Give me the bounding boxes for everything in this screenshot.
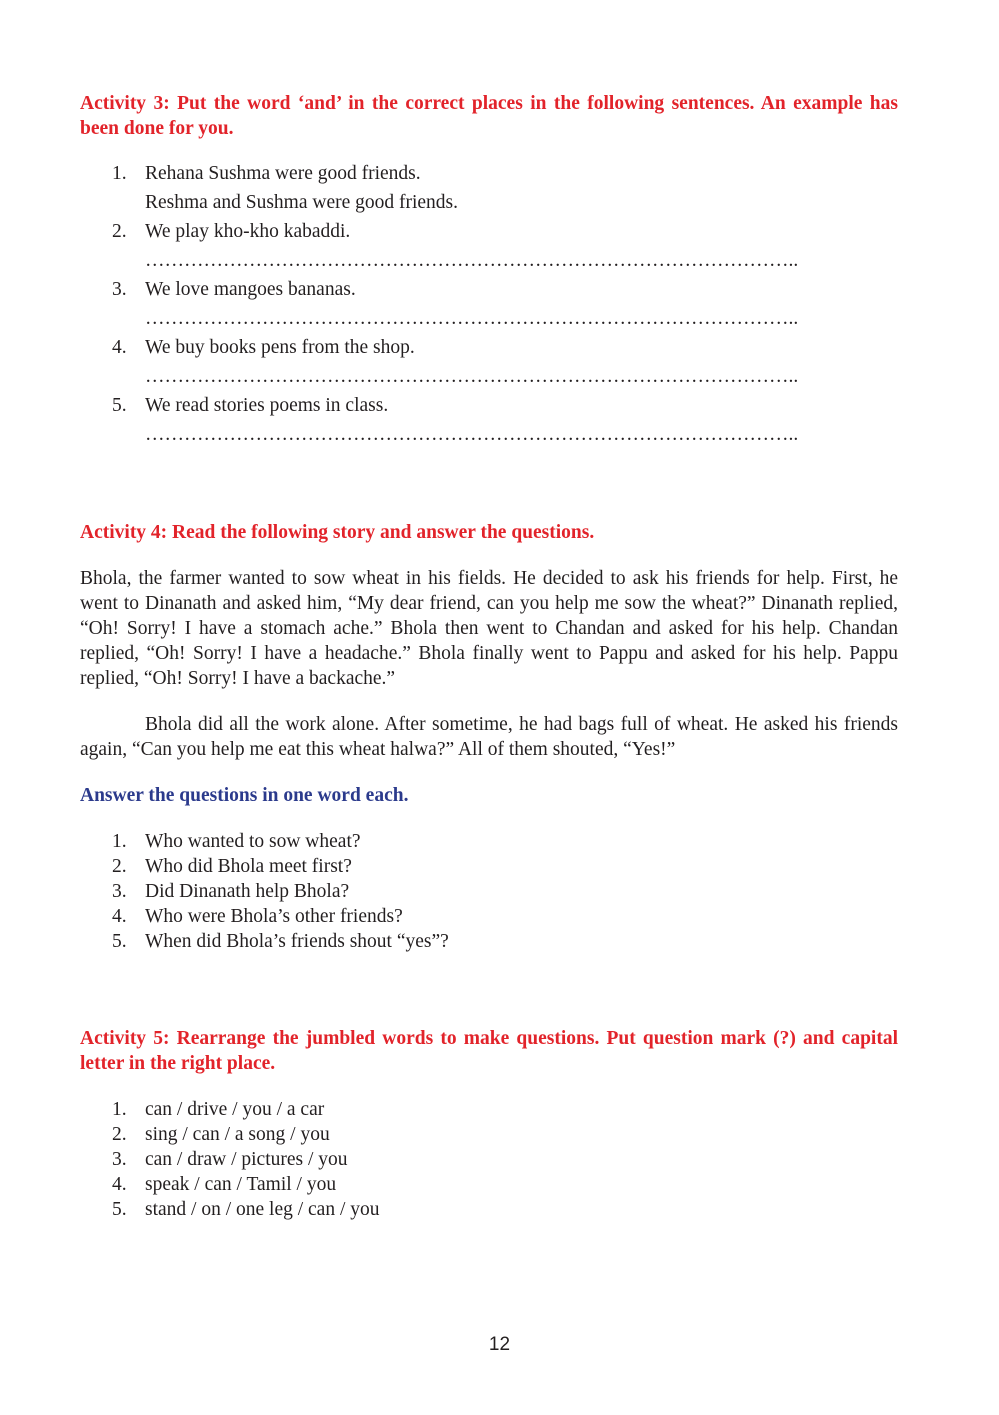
item-number: 3. [112,881,127,902]
activity-4-heading: Activity 4: Read the following story and answer the questions. [80,522,595,543]
list-item [80,904,898,929]
list-item [80,333,898,391]
item-number: 5. [112,931,127,952]
list-item [80,217,898,275]
item-number: 1. [112,163,127,184]
item-number: 3. [112,279,127,300]
item-number: 4. [112,1174,127,1195]
item-number: 1. [112,831,127,852]
activity-3-heading: Activity 3: Put the word ‘and’ in the correct places in the following sentences. An example has been done for you. [80,93,898,139]
activity-4 [80,520,898,954]
story-paragraph: Bhola did all the work alone. After sometime, he had bags full of wheat. He asked his friends again, “Can you help me eat this wheat halwa?” All of them shouted, “Yes!” [80,714,898,760]
item-number: 5. [112,395,127,416]
item-text: speak / can / Tamil / you [145,1174,337,1195]
item-text: Who wanted to sow wheat? [145,831,361,852]
item-number: 2. [112,221,127,242]
item-text: We buy books pens from the shop. [145,337,415,358]
list-item [80,829,898,854]
list-item [80,275,898,333]
list-item [80,1172,898,1197]
item-text: We love mangoes bananas. [145,279,356,300]
item-text: can / drive / you / a car [145,1099,325,1120]
list-item [80,1097,898,1122]
answer-line[interactable]: ……………………………………………………………………………………….. [145,308,799,329]
item-number: 4. [112,337,127,358]
page-number: 12 [488,1334,511,1355]
item-text: can / draw / pictures / you [145,1149,348,1170]
answer-line[interactable]: ……………………………………………………………………………………….. [145,424,799,445]
activity-5-heading: Activity 5: Rearrange the jumbled words to make questions. Put question mark (?) and capital letter in the right place. [80,1028,898,1074]
item-number: 4. [112,906,127,927]
item-number: 1. [112,1099,127,1120]
list-item [80,879,898,904]
activity-5 [80,1026,898,1222]
story-paragraph: Bhola, the farmer wanted to sow wheat in his fields. He decided to ask his friends for help. First, he went to Dinanath and asked him, “My dear friend, can you help me sow the wheat?” Dinanath replied, “Oh! Sorry! I have a stomach ache.” Bhola then went to Chandan and asked for his help. Chandan replied, “Oh! Sorry! I have a headache.” Bhola finally went to Pappu and asked for his help. Pappu replied, “Oh! Sorry! I have a backache.” [80,568,898,689]
item-text: sing / can / a song / you [145,1124,330,1145]
item-number: 2. [112,1124,127,1145]
list-item [80,1122,898,1147]
list-item [80,1147,898,1172]
item-number: 5. [112,1199,127,1220]
item-text: Rehana Sushma were good friends. [145,163,421,184]
activity-5-list [80,1097,898,1222]
example-answer: Reshma and Sushma were good friends. [145,192,459,213]
list-item [80,391,898,449]
item-text: We play kho-kho kabaddi. [145,221,351,242]
item-text: We read stories poems in class. [145,395,389,416]
item-text: Who were Bhola’s other friends? [145,906,403,927]
item-number: 3. [112,1149,127,1170]
item-number: 2. [112,856,127,877]
questions-subheading: Answer the questions in one word each. [80,785,409,806]
item-text: Who did Bhola meet first? [145,856,352,877]
list-item [80,854,898,879]
questions-list [80,829,898,954]
item-text: When did Bhola’s friends shout “yes”? [145,931,449,952]
answer-line[interactable]: ……………………………………………………………………………………….. [145,250,799,271]
activity-3-list [80,159,898,449]
activity-3 [80,91,898,449]
list-item [80,1197,898,1222]
item-text: Did Dinanath help Bhola? [145,881,350,902]
item-text: stand / on / one leg / can / you [145,1199,380,1220]
list-item [80,929,898,954]
answer-line[interactable]: ……………………………………………………………………………………….. [145,366,799,387]
list-item [80,159,898,217]
